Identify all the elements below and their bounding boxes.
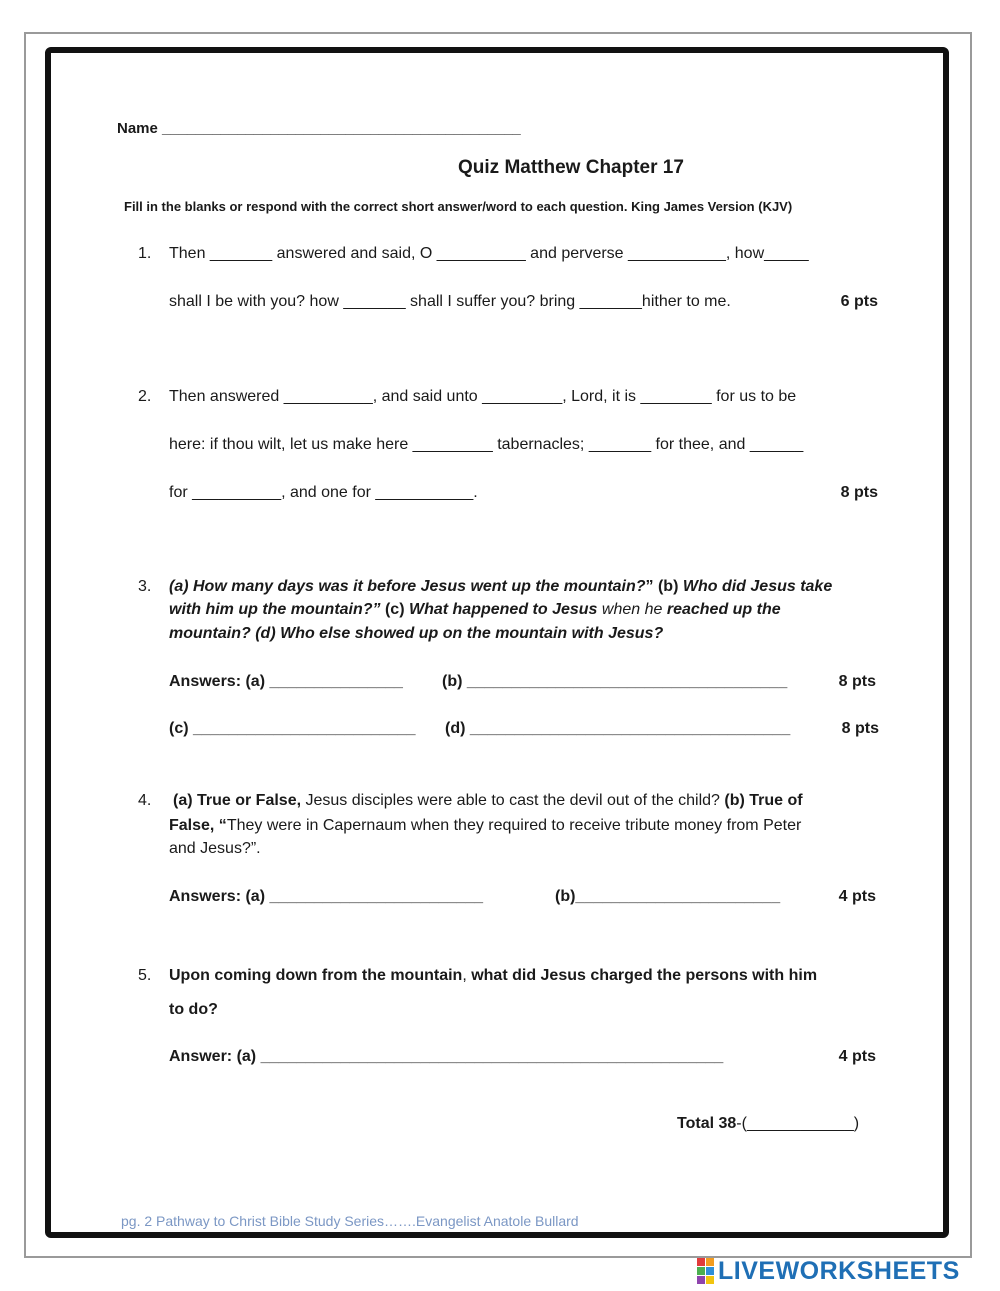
total-blank[interactable]: -(____________) bbox=[736, 1115, 860, 1132]
logo-text: LIVEWORKSHEETS bbox=[718, 1256, 960, 1285]
q3-part-c-end: reached up the bbox=[666, 601, 781, 618]
q5-line-2: to do? bbox=[169, 1001, 218, 1018]
q5-points: 4 pts bbox=[838, 1048, 876, 1065]
q3-line-2 bbox=[169, 601, 781, 619]
q3-points-1: 8 pts bbox=[838, 673, 876, 690]
name-blank[interactable]: ___________________________________________ bbox=[162, 120, 521, 137]
q3-part-b-cont: with him up the mountain?” bbox=[169, 601, 381, 618]
q4-line-1 bbox=[173, 792, 803, 810]
logo-blocks-icon bbox=[697, 1258, 714, 1284]
q2-line-3[interactable]: for __________, and one for ___________. bbox=[169, 484, 478, 501]
q3-answer-a[interactable]: Answers: (a) _______________ bbox=[169, 673, 403, 690]
q3-part-b: Who did Jesus take bbox=[682, 578, 833, 595]
instructions: Fill in the blanks or respond with the correct short answer/word to each question. King James Version (KJV) bbox=[124, 199, 793, 214]
q4-line-2 bbox=[169, 817, 801, 835]
q5-part-2: what did Jesus charged the persons with him bbox=[471, 967, 818, 984]
question-number-4: 4. bbox=[138, 792, 152, 809]
page-footer: pg. 2 Pathway to Christ Bible Study Series…….Evangelist Anatole Bullard bbox=[121, 1213, 579, 1229]
question-number-5: 5. bbox=[138, 967, 152, 984]
q3-part-c-mid: when he bbox=[597, 601, 667, 618]
q4-part-b-label: (b) True of bbox=[724, 792, 803, 809]
name-label: Name bbox=[117, 120, 158, 137]
q4-line-3: and Jesus?”. bbox=[169, 840, 261, 857]
q5-answer[interactable]: Answer: (a) ____________________________________________________ bbox=[169, 1048, 724, 1065]
q3-part-b-label: ” (b) bbox=[645, 578, 683, 595]
q5-line-1 bbox=[169, 967, 817, 985]
q3-part-c-label: (c) bbox=[380, 601, 409, 618]
total-row bbox=[677, 1115, 859, 1133]
page-title: Quiz Matthew Chapter 17 bbox=[458, 157, 684, 178]
q3-line-3: mountain? (d) Who else showed up on the mountain with Jesus? bbox=[169, 625, 664, 642]
q2-line-2[interactable]: here: if thou wilt, let us make here _________ tabernacles; _______ for thee, and ______ bbox=[169, 436, 804, 453]
q1-line-2[interactable]: shall I be with you? how _______ shall I suffer you? bring _______hither to me. bbox=[169, 293, 731, 310]
q3-points-2: 8 pts bbox=[841, 720, 879, 737]
q1-line-1[interactable]: Then _______ answered and said, O __________ and perverse ___________, how_____ bbox=[169, 245, 809, 262]
q5-comma: , bbox=[462, 967, 472, 984]
q4-part-b-label-cont: False, “ bbox=[169, 817, 227, 834]
q2-points: 8 pts bbox=[840, 484, 878, 501]
q2-line-1[interactable]: Then answered __________, and said unto _________, Lord, it is ________ for us to be bbox=[169, 388, 797, 405]
q3-answer-c[interactable]: (c) _________________________ bbox=[169, 720, 416, 737]
q3-part-c: What happened to Jesus bbox=[408, 601, 598, 618]
question-number-2: 2. bbox=[138, 388, 152, 405]
q3-line-1 bbox=[169, 578, 832, 596]
q5-part-1: Upon coming down from the mountain bbox=[169, 967, 463, 984]
q4-part-b-text: They were in Capernaum when they required to receive tribute money from Peter bbox=[226, 817, 802, 834]
q4-part-a-label: (a) True or False, bbox=[173, 792, 302, 809]
q4-answer-a[interactable]: Answers: (a) ________________________ bbox=[169, 888, 484, 905]
q4-points: 4 pts bbox=[838, 888, 876, 905]
name-row bbox=[117, 120, 521, 137]
liveworksheets-logo bbox=[697, 1256, 960, 1286]
q4-part-a-text: Jesus disciples were able to cast the devil out of the child? bbox=[301, 792, 725, 809]
q1-points: 6 pts bbox=[840, 293, 878, 310]
q3-answer-b[interactable]: (b) ____________________________________ bbox=[442, 673, 788, 690]
q3-part-a: (a) How many days was it before Jesus went up the mountain? bbox=[169, 578, 646, 595]
question-number-3: 3. bbox=[138, 578, 152, 595]
question-number-1: 1. bbox=[138, 245, 152, 262]
total-label: Total 38 bbox=[677, 1115, 737, 1132]
q3-answer-d[interactable]: (d) ____________________________________ bbox=[445, 720, 791, 737]
q4-answer-b[interactable]: (b)_______________________ bbox=[555, 888, 781, 905]
